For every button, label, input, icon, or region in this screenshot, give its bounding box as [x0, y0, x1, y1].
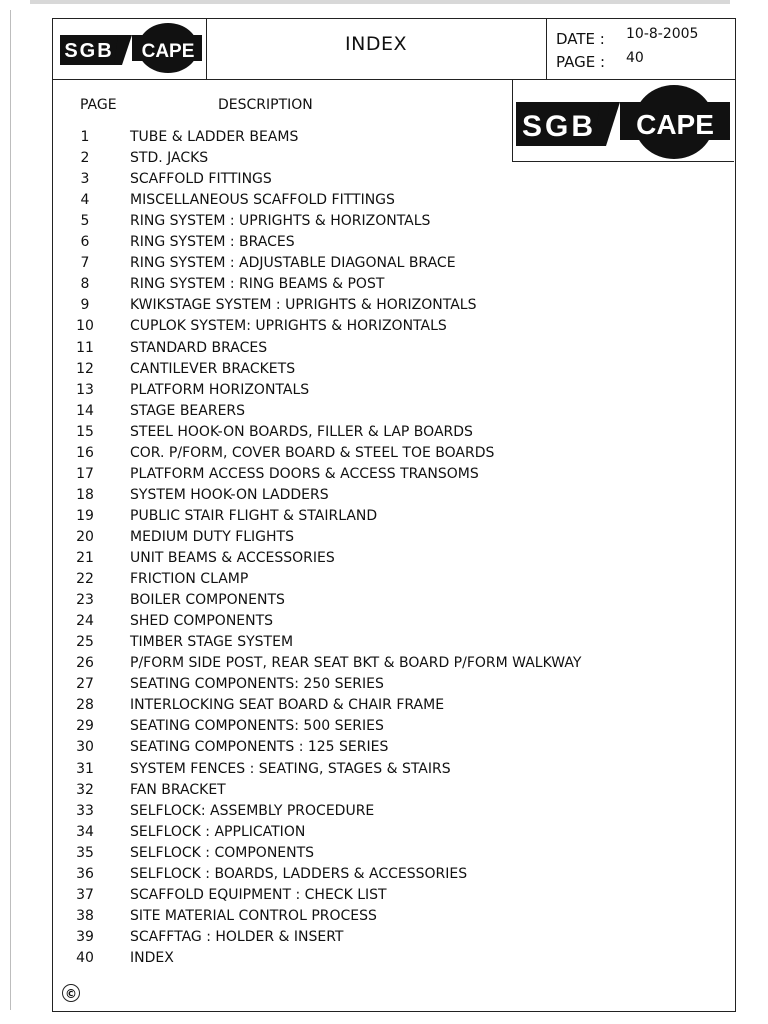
index-entry-description: KWIKSTAGE SYSTEM : UPRIGHTS & HORIZONTALS [130, 297, 477, 314]
page-title: INDEX [345, 33, 407, 55]
index-entry-page: 39 [76, 928, 94, 945]
index-entry-description: SCAFFTAG : HOLDER & INSERT [130, 928, 344, 945]
index-entry-page: 16 [76, 444, 94, 461]
index-entry-description: MISCELLANEOUS SCAFFOLD FITTINGS [130, 192, 395, 209]
index-entry-page: 13 [76, 381, 94, 398]
index-entry-page: 35 [76, 844, 94, 861]
index-entry-page: 5 [80, 213, 90, 230]
index-entry-page: 37 [76, 886, 94, 903]
index-entry-page: 24 [76, 613, 94, 630]
index-entry-page: 4 [80, 192, 90, 209]
index-entry-description: P/FORM SIDE POST, REAR SEAT BKT & BOARD P/FORM WALKWAY [130, 655, 582, 672]
index-entry-description: RING SYSTEM : UPRIGHTS & HORIZONTALS [130, 213, 431, 230]
index-entry-page: 29 [76, 718, 94, 735]
index-entry-description: CANTILEVER BRACKETS [130, 360, 296, 377]
index-entry-description: PUBLIC STAIR FLIGHT & STAIRLAND [130, 507, 378, 524]
header-divider-right [546, 18, 547, 79]
column-header-description: DESCRIPTION [218, 97, 313, 113]
index-entry-description: RING SYSTEM : RING BEAMS & POST [130, 276, 385, 293]
index-entry-page: 22 [76, 571, 94, 588]
index-entry-description: FRICTION CLAMP [130, 571, 249, 588]
index-entry-page: 30 [76, 739, 94, 756]
index-entry-description: SEATING COMPONENTS : 125 SERIES [130, 739, 389, 756]
copyright-icon: © [62, 984, 80, 1002]
index-entry-description: SELFLOCK: ASSEMBLY PROCEDURE [130, 802, 375, 819]
index-entry-description: CUPLOK SYSTEM: UPRIGHTS & HORIZONTALS [130, 318, 447, 335]
index-entry-description: MEDIUM DUTY FLIGHTS [130, 528, 294, 545]
page-value: 40 [626, 50, 644, 66]
index-entry-description: RING SYSTEM : BRACES [130, 234, 295, 251]
index-entry-page: 20 [76, 528, 94, 545]
index-entry-description: STANDARD BRACES [130, 339, 268, 356]
index-entry-description: STEEL HOOK-ON BOARDS, FILLER & LAP BOARDS [130, 423, 473, 440]
index-entry-page: 27 [76, 676, 94, 693]
index-entry-page: 34 [76, 823, 94, 840]
index-entry-description: INTERLOCKING SEAT BOARD & CHAIR FRAME [130, 697, 445, 714]
index-entry-description: SCAFFOLD FITTINGS [130, 171, 272, 188]
index-entry-page: 25 [76, 634, 94, 651]
index-entry-page: 18 [76, 486, 94, 503]
logo-sgb-text: SGB [64, 40, 114, 62]
sgb-cape-logo-large [514, 82, 732, 160]
index-entry-page: 15 [76, 423, 94, 440]
index-entry-page: 6 [80, 234, 90, 251]
scan-edge-top [30, 0, 730, 4]
index-entry-page: 19 [76, 507, 94, 524]
index-entry-description: FAN BRACKET [130, 781, 226, 798]
index-entry-description: TIMBER STAGE SYSTEM [130, 634, 294, 651]
index-entry-description: INDEX [130, 949, 174, 966]
sgb-cape-logo-small [58, 21, 204, 75]
index-entry-page: 26 [76, 655, 94, 672]
index-entry-description: SEATING COMPONENTS: 250 SERIES [130, 676, 384, 693]
index-entry-description: STAGE BEARERS [130, 402, 246, 419]
index-entry-description: SYSTEM FENCES : SEATING, STAGES & STAIRS [130, 760, 451, 777]
date-value: 10-8-2005 [626, 26, 699, 42]
index-entry-page: 32 [76, 781, 94, 798]
column-header-page: PAGE [80, 97, 117, 113]
logo-large-cape-text: CAPE [636, 109, 714, 140]
index-entry-page: 23 [76, 592, 94, 609]
index-entry-description: SEATING COMPONENTS: 500 SERIES [130, 718, 384, 735]
index-entry-description: RING SYSTEM : ADJUSTABLE DIAGONAL BRACE [130, 255, 456, 272]
date-label: DATE : [556, 30, 605, 48]
index-entry-description: SELFLOCK : APPLICATION [130, 823, 306, 840]
page-label: PAGE : [556, 53, 606, 71]
index-entry-page: 2 [80, 150, 90, 167]
index-entry-description: TUBE & LADDER BEAMS [130, 129, 299, 145]
index-entry-description: SHED COMPONENTS [130, 613, 274, 630]
index-entry-page: 28 [76, 697, 94, 714]
index-entry-description: SYSTEM HOOK-ON LADDERS [130, 486, 329, 503]
index-entry-description: SCAFFOLD EQUIPMENT : CHECK LIST [130, 886, 387, 903]
index-entry-page: 7 [80, 255, 90, 272]
index-entry-page: 14 [76, 402, 94, 419]
logo-cape-text: CAPE [141, 41, 195, 62]
index-entry-description: SELFLOCK : BOARDS, LADDERS & ACCESSORIES [130, 865, 468, 882]
index-entry-page: 33 [76, 802, 94, 819]
index-entry-description: BOILER COMPONENTS [130, 592, 285, 609]
scan-edge-left [10, 10, 11, 1010]
index-entry-page: 12 [76, 360, 94, 377]
index-entry-page: 9 [80, 297, 90, 314]
index-entry-description: UNIT BEAMS & ACCESSORIES [130, 550, 335, 566]
index-entry-description: SELFLOCK : COMPONENTS [130, 844, 315, 861]
index-entry-page: 31 [76, 760, 94, 777]
logo-large-sgb-text: SGB [521, 110, 597, 143]
index-entry-page: 8 [80, 276, 90, 293]
index-entry-page: 1 [80, 129, 90, 145]
index-entry-page: 36 [76, 865, 94, 882]
index-entry-page: 17 [76, 465, 94, 482]
index-entry-description: SITE MATERIAL CONTROL PROCESS [130, 907, 377, 924]
index-entry-description: STD. JACKS [130, 150, 209, 167]
index-entry-page: 40 [76, 949, 94, 966]
index-entry-description: PLATFORM ACCESS DOORS & ACCESS TRANSOMS [130, 465, 479, 482]
index-entry-page: 3 [80, 171, 90, 188]
index-entry-description: PLATFORM HORIZONTALS [130, 381, 310, 398]
index-entry-page: 38 [76, 907, 94, 924]
index-entry-page: 21 [76, 550, 94, 566]
index-entry-page: 10 [76, 318, 94, 335]
index-entry-page: 11 [76, 339, 94, 356]
index-entry-description: COR. P/FORM, COVER BOARD & STEEL TOE BOARDS [130, 444, 495, 461]
